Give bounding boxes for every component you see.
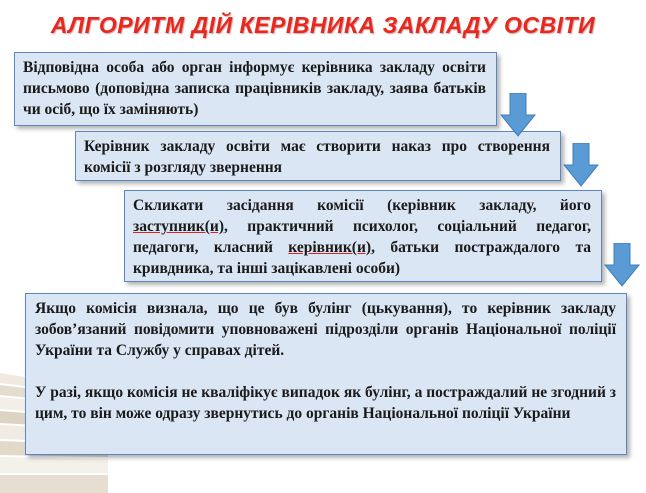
down-arrow-icon xyxy=(500,93,536,137)
step-2-box: Керівник закладу освіти має створити наказ про створення комісії з розгляду звернення xyxy=(75,131,561,181)
step-1-box: Відповідна особа або орган інформує керівника закладу освіти письмово (доповідна записка працівників закладу, заява батьків чи осіб, що їх заміняють) xyxy=(14,52,497,126)
step-3-box xyxy=(124,190,602,282)
page-title: АЛГОРИТМ ДІЙ КЕРІВНИКА ЗАКЛАДУ ОСВІТИ xyxy=(50,12,596,38)
step-3-underlined-teacher: керівник(и) xyxy=(288,239,372,256)
step-3-text-b: , практичний психолог, соціальний педагог, педагоги, класний xyxy=(133,218,591,256)
step-4-paragraph-2: У разі, якщо комісія не кваліфікує випадок як булінг, а постраждалий не згодний з цим, то він може одразу звернутись до органів Національної поліції України xyxy=(35,384,616,422)
step-4-paragraph-1: Якщо комісія визнала, що це був булінг (цькування), то керівник закладу зобов’язаний повідомити уповноважені підрозділи органів Національної поліції України та Службу у справах дітей. xyxy=(35,300,616,359)
step-4-box xyxy=(25,293,627,455)
step-3-text-c: , батьки постраждалого та кривдника, та інші зацікавлені особи) xyxy=(133,239,591,277)
down-arrow-icon xyxy=(563,143,599,187)
step-3-text-a: Скликати засідання комісії (керівник закладу, його xyxy=(133,197,591,214)
down-arrow-icon xyxy=(604,243,640,287)
step-3-underlined-deputy: заступник(и) xyxy=(133,218,224,235)
